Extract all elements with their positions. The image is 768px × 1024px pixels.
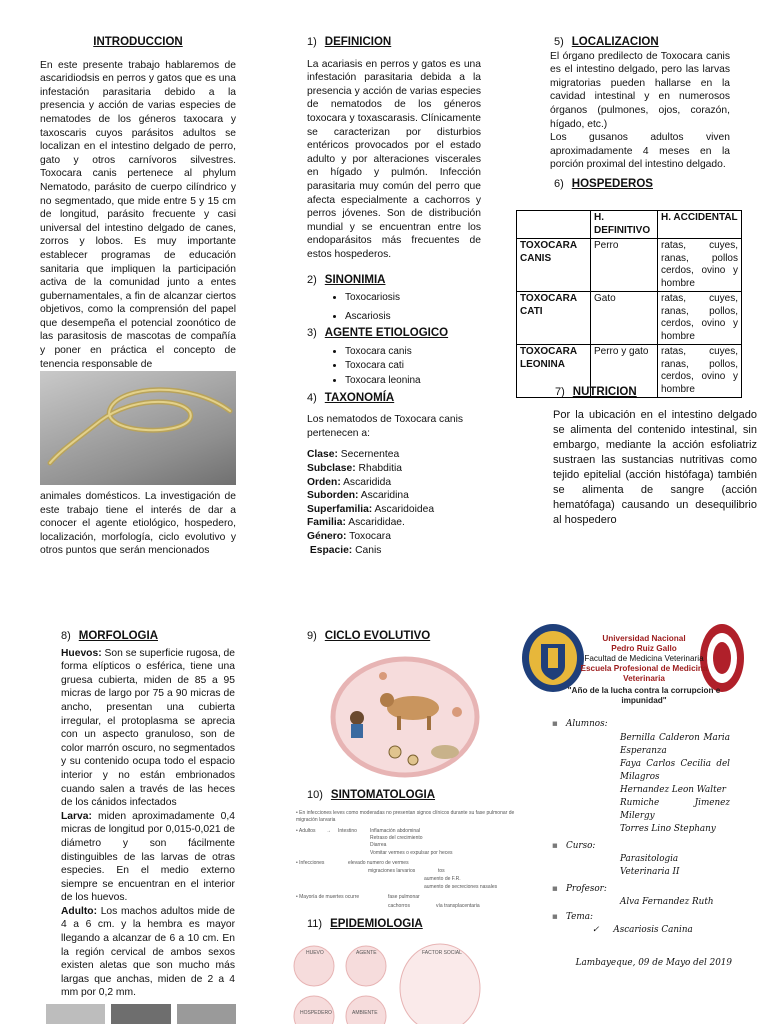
- table-header-row: [517, 211, 742, 239]
- sintomatologia-title: SINTOMATOLOGIA: [330, 789, 436, 801]
- diagram-text: • Adultos: [296, 828, 316, 834]
- diagram-text: FACTOR SOCIAL: [422, 950, 462, 956]
- table-cell: Perro y gato: [591, 345, 658, 398]
- list-item: • Toxocara cati: [345, 359, 481, 373]
- tax-row: Género: Toxocara: [307, 531, 391, 542]
- morfologia-heading: 8) MORFOLOGIA: [61, 630, 158, 642]
- localizacion-title: LOCALIZACION: [571, 36, 659, 48]
- diagram-arrow: →: [326, 828, 331, 834]
- table-cell: TOXOCARA CANIS: [517, 239, 591, 292]
- taxonomia-list: [307, 448, 481, 557]
- agente-heading: 3) AGENTE ETIOLOGICO: [307, 327, 449, 340]
- tema-value: Ascariosis Canina: [613, 925, 693, 935]
- ciclo-title: CICLO EVOLUTIVO: [324, 630, 431, 642]
- bullet-icon: ▪: [552, 912, 558, 922]
- middle-column-top: [307, 36, 481, 557]
- list-item: Bernilla Calderon Maria Esperanza: [620, 733, 730, 756]
- sinonimia-heading: 2) SINONIMIA: [307, 273, 386, 286]
- alumnos-label-row: [552, 718, 742, 732]
- agente-list: [307, 345, 481, 388]
- school-name-1: Escuela Profesional de Medicina: [580, 664, 708, 673]
- nutricion-section: [553, 386, 757, 528]
- intro-para-1: En este presente trabajo hablaremos de ascaridiodsis en perros y gatos que es una infestación parasitaria debido a la presencia y acción de varias especies de nematodes de los géneros taxocara y taxoscaris cuyos parásitos adultos se localizan en el intestino delgado de perro, gato y otros carnívoros silvestres. Toxocara canis pertenece al phylum Nematodo, parásito de cuerpo cilíndrico y no segmentado, que mide entre 5 y 15 cm de longitud, parásito frecuente y casi universal del intestino delgado de canes, zorros y lobos. Es muy importante establecer programas de educación sanitaria que impliquen la participación activa de la comunidad junto a entes gubernamentales, a fin de alcanzar ciertos objetivos, como la comprensión del papel que desempeña el potencial zoonótico de las parasitosis de mascotas de compañía y poner en práctica el concepto de tenencia responsable de: [40, 59, 236, 370]
- hospederos-title: HOSPEDEROS: [571, 177, 653, 190]
- epidemiologia-diagram: [290, 940, 490, 1024]
- list-item: • Toxocara leonina: [345, 374, 481, 388]
- table-cell: TOXOCARA LEONINA: [517, 345, 591, 398]
- morfologia-photos: [46, 1004, 236, 1024]
- cover-header: [562, 634, 726, 706]
- right-column-top: [550, 36, 730, 192]
- faculty-name: Facultad de Medicina Veterinaria: [584, 654, 704, 663]
- curso-label-row: [552, 840, 742, 853]
- diagram-text: fase pulmonar: [388, 894, 420, 900]
- year-motto: "Año de la lucha contra la corrupcion e impunidad": [567, 686, 721, 705]
- university-name-2: Pedro Ruiz Gallo: [611, 644, 677, 653]
- diagram-text: AGENTE: [356, 950, 377, 956]
- egg-photo: [46, 1004, 105, 1024]
- bullet-icon: ▪: [552, 884, 558, 894]
- diagram-text: • Mayoría de muertes ocurre: [296, 894, 360, 900]
- epidemiologia-heading: 11) EPIDEMIOLOGIA: [307, 918, 423, 930]
- cover-details: [552, 718, 742, 937]
- definicion-title: DEFINICION: [324, 36, 392, 48]
- diagram-text: Vomitar vermes o expulsar por heces: [370, 850, 453, 856]
- morfologia-title: MORFOLOGIA: [78, 630, 158, 642]
- ciclo-diagram: [325, 652, 485, 782]
- nutricion-text: Por la ubicación en el intestino delgado se alimenta del contenido intestinal, sin embargo, mediante la acción esfoliatriz sustraen las sustancias nutritivas como tejido epitelial (acción histófaga) también se alimenta de sangre (acción hematófaga) causando un desequilibrio al hospedero: [553, 408, 757, 526]
- profesor-label: Profesor:: [565, 884, 607, 894]
- table-row: [517, 292, 742, 345]
- tax-row: Clase: Secernentea: [307, 449, 400, 461]
- hospederos-table: [516, 210, 742, 398]
- sintomatologia-diagram: [296, 810, 541, 918]
- nutricion-heading: 7) NUTRICION: [555, 386, 637, 398]
- tax-row: Familia: Ascarididae.: [307, 517, 405, 529]
- morfologia-larva: Larva: miden aproximadamente 0,4 micras de longitud por 0,015-0,021 de diámetro y son fácilmente distinguibles de las larvas de otras especies. En el medio externo siempre se encuentran en el interior de los huevos.: [61, 810, 235, 904]
- list-item: Faya Carlos Cecilia del Milagros: [620, 759, 730, 782]
- diagram-text: aumento de F.R.: [424, 876, 461, 882]
- localizacion-p1: El órgano predilecto de Toxocara canis es el intestino delgado, pero las larvas migratorias pueden hallarse en la cavidad intestinal y en numerosos órganos (pulmones, ojos, corazón, hígado, etc.): [550, 50, 730, 130]
- diagram-text: AMBIENTE: [352, 1010, 378, 1016]
- tax-row: Espacie: Canis: [309, 544, 382, 556]
- table-cell: Gato: [591, 292, 658, 345]
- check-icon: ✓: [592, 925, 600, 935]
- diagram-text: HUEVO: [306, 950, 324, 956]
- epidemiologia-title: EPIDEMIOLOGIA: [330, 918, 423, 930]
- table-header-cell: [517, 211, 591, 239]
- tax-row: Suborden: Ascaridina: [307, 490, 409, 502]
- school-name-2: Veterinaria: [623, 674, 665, 683]
- diagram-text: Diarrea: [370, 842, 387, 848]
- intro-title: INTRODUCCION: [93, 36, 183, 48]
- intro-para-2: animales domésticos. La investigación de este trabajo tiene el interés de dar a conocer el agente etiológico, hospedero, localización, morfología, ciclo evolutivo y otros puntos que serán mencionados: [40, 491, 236, 557]
- bullet-icon: ▪: [552, 719, 558, 729]
- tema-label-row: [552, 911, 742, 924]
- list-item: Hernandez Leon Walter: [620, 785, 727, 795]
- larva-photo: [111, 1004, 170, 1024]
- tema-label: Tema:: [565, 912, 593, 922]
- list-item: Rumiche Jimenez Milergy: [620, 798, 730, 821]
- diagram-text: Inflamación abdominal: [370, 828, 421, 834]
- sintomatologia-heading: 10) SINTOMATOLOGIA: [307, 789, 436, 801]
- table-cell: TOXOCARA CATI: [517, 292, 591, 345]
- tax-row: Orden: Ascaridida: [307, 476, 392, 488]
- localizacion-p2: Los gusanos adultos viven aproximadamente 4 meses en la porción proximal del intestino delgado.: [550, 132, 730, 171]
- ciclo-heading: 9) CICLO EVOLUTIVO: [307, 630, 431, 642]
- tax-row: Superfamilia: Ascaridoidea: [307, 503, 435, 515]
- localizacion-heading: 5) LOCALIZACION: [554, 36, 659, 48]
- diagram-text: HOSPEDERO: [300, 1010, 332, 1016]
- agente-title: AGENTE ETIOLOGICO: [324, 327, 449, 340]
- table-row: [517, 239, 742, 292]
- sinonimia-title: SINONIMIA: [324, 273, 386, 286]
- list-item: • Toxocariosis: [345, 291, 481, 305]
- table-cell: ratas, cuyes, ranas, pollos cerdos, ovino y hombre: [658, 239, 742, 292]
- diagram-text: Retraso del crecimiento: [370, 835, 423, 841]
- morfologia-huevos: Huevos: Son se superficie rugosa, de forma elípticos o esférica, tiene una gruesa cubierta, miden de 85 a 95 micras de largo por 75 a 90 micras de ancho, presentan una cubierta irregular, el protoplasma se aprecia con un aspecto granuloso, son de color marrón oscuro, no segmentados y su contenido ocupa todo el espacio interior y no están embrionados cuando salen a través de las heces de los cánidos infectados: [61, 647, 236, 809]
- hospederos-heading: 6) HOSPEDEROS: [554, 177, 653, 190]
- taxonomia-title: TAXONOMÍA: [324, 391, 395, 404]
- diagram-text: elevado numero de vermes: [348, 860, 409, 866]
- worm-photo: [40, 371, 236, 485]
- diagram-text: aumento de secreciones nasales: [424, 884, 498, 890]
- taxonomia-intro: Los nematodos de Toxocara canis pertenecen a:: [307, 414, 464, 439]
- table-header-cell: H. DEFINITIVO: [591, 211, 658, 239]
- sinonimia-list: [307, 291, 481, 323]
- morfologia-adulto: Adulto: Los machos adultos mide de 4 a 6 cm. y la hembra es mayor llegando a alcanzar de 6 a 10 cm. En la región cervical de ambos sexos existen aletas que son mucho más largas que anchas, miden de 2 a 4 mm por 0,2 mm.: [61, 905, 235, 999]
- table-header-cell: H. ACCIDENTAL: [658, 211, 742, 239]
- curso-label: Curso:: [565, 841, 596, 851]
- nutricion-title: NUTRICION: [572, 386, 637, 398]
- profesor-label-row: [552, 883, 742, 896]
- table-cell: ratas, cuyes, ranas, pollos, cerdos, ovino y hombre: [658, 292, 742, 345]
- bullet-icon: ▪: [552, 841, 558, 851]
- alumnos-label: Alumnos:: [565, 719, 608, 729]
- diagram-text: migraciones larvarios: [368, 868, 416, 874]
- diagram-text: • Infecciones: [296, 860, 325, 866]
- definicion-text: La acariasis en perros y gatos es una infestación parasitaria debida a la presencia y acción de varias especies de nematodos de los géneros toxocara y toxascarasis. Clínicamente se caracterizan por disturbios entéricos provocados por el estado adulto y por alteraciones viscerales en hígado y pulmón. Infección parasitaria muy común del perro que afecta especialmente a cachorros y perros jóvenes. Son de distribución mundial y se encuentran entre los endoparásitos más frecuentes de estos hospederos.: [307, 58, 481, 260]
- tema-row: [592, 924, 742, 937]
- diagram-text: • En infecciones leves como moderadas no presentan signos clínicos durante su fase pulmonar de migración larvaria: [296, 810, 515, 823]
- university-name-1: Universidad Nacional: [602, 634, 686, 643]
- list-item: Torres Lino Stephany: [620, 824, 716, 834]
- diagram-text: vía transplacentaria: [436, 903, 480, 909]
- taxonomia-heading: 4) TAXONOMÍA: [307, 391, 395, 404]
- list-item: • Ascariosis: [345, 310, 481, 324]
- adult-photo: [177, 1004, 236, 1024]
- cover-date: Lambayeque, 09 de Mayo del 2019: [575, 958, 732, 968]
- tax-row: Subclase: Rhabditia: [307, 463, 403, 475]
- profesor-value: Alva Fernandez Ruth: [620, 897, 714, 907]
- table-cell: Perro: [591, 239, 658, 292]
- diagram-text: Intestino: [338, 828, 357, 834]
- table-cell: ratas, cuyes, ranas, pollos, cerdos, ovino y hombre: [658, 345, 742, 398]
- alumnos-list: [620, 732, 730, 836]
- definicion-heading: 1) DEFINICION: [307, 36, 392, 48]
- diagram-text: tos: [438, 868, 445, 874]
- intro-section: [40, 36, 236, 371]
- curso-value: Parasitologia Veterinaria II: [620, 854, 680, 877]
- diagram-text: cachorros: [388, 903, 410, 909]
- list-item: • Toxocara canis: [345, 345, 481, 359]
- morfologia-section: [61, 630, 235, 1000]
